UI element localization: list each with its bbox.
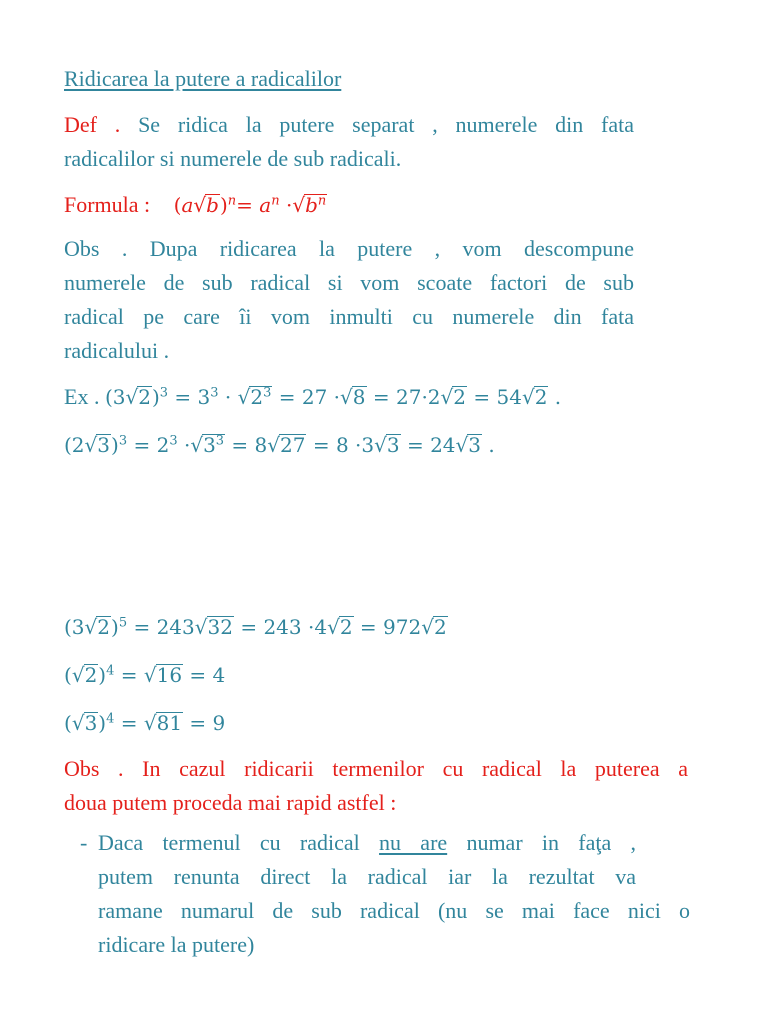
obs1-line-1: Obs . Dupa ridicarea la putere , vom descompune xyxy=(64,236,634,261)
obs1-line-3: radical pe care îi vom inmulti cu numerele din fata xyxy=(64,304,634,329)
example-line-5 xyxy=(64,710,225,736)
formula-line xyxy=(64,192,327,218)
obs2-text-1: In cazul ridicarii termenilor cu radical la puterea a xyxy=(142,756,688,781)
definition-text-1: Se ridica la putere separat , numerele din fata xyxy=(138,112,634,137)
example-expression-3: $(3√2)^5 = 243√32 = 243 \cdot 4√2 = 972√2$ xyxy=(64,615,447,639)
obs2-line-1 xyxy=(64,756,688,782)
example-line-1 xyxy=(64,384,561,410)
example-expression-4: $(√2)^4 = √16 = 4$ xyxy=(64,663,226,687)
example-expression-1: $(3√2)^3 = 3^3 \cdot √2^3 = 27 \cdot√8 = 27\cdot 2√2 = 54√2$ . xyxy=(104,385,562,409)
bullet-line-3: ramane numarul de sub radical (nu se mai face nici o xyxy=(98,898,690,923)
bullet-text-1b: numar in faţa , xyxy=(466,830,637,855)
obs1-line-2: numerele de sub radical si vom scoate factori de sub xyxy=(64,270,634,295)
bullet-text-1a: Daca termenul cu radical xyxy=(98,830,360,855)
example-line-3 xyxy=(64,614,448,640)
obs2-line-2: doua putem proceda mai rapid astfel : xyxy=(64,790,397,815)
example-expression-5: $(√3)^4 = √81 = 9$ xyxy=(64,711,226,735)
definition-line-1 xyxy=(64,112,634,138)
page-title: Ridicarea la putere a radicalilor xyxy=(64,66,342,91)
definition-line-2: radicalilor si numerele de sub radicali. xyxy=(64,146,402,171)
example-prefix: Ex . xyxy=(64,384,105,409)
example-line-4 xyxy=(64,662,225,688)
bullet-line-2: putem renunta direct la radical iar la rezultat va xyxy=(98,864,636,889)
bullet-dash: - xyxy=(80,830,88,855)
example-expression-2: $(2√3)^3 = 2^3 \cdot√3^3 = 8√27 = 8 \cdot 3√3 = 24√3$ . xyxy=(64,433,495,457)
obs2-label: Obs . xyxy=(64,756,124,781)
bullet-line-1 xyxy=(98,830,636,856)
bullet-line-4: ridicare la putere) xyxy=(98,932,255,957)
formula-label: Formula : xyxy=(64,192,151,217)
bullet-underlined-text: nu are xyxy=(379,830,448,855)
example-line-2 xyxy=(64,432,495,458)
formula-expression: $(a√b)^n= a^n \cdot√b^n$ xyxy=(173,193,327,217)
obs1-line-4: radicalului . xyxy=(64,338,170,363)
definition-label: Def . xyxy=(64,112,121,137)
